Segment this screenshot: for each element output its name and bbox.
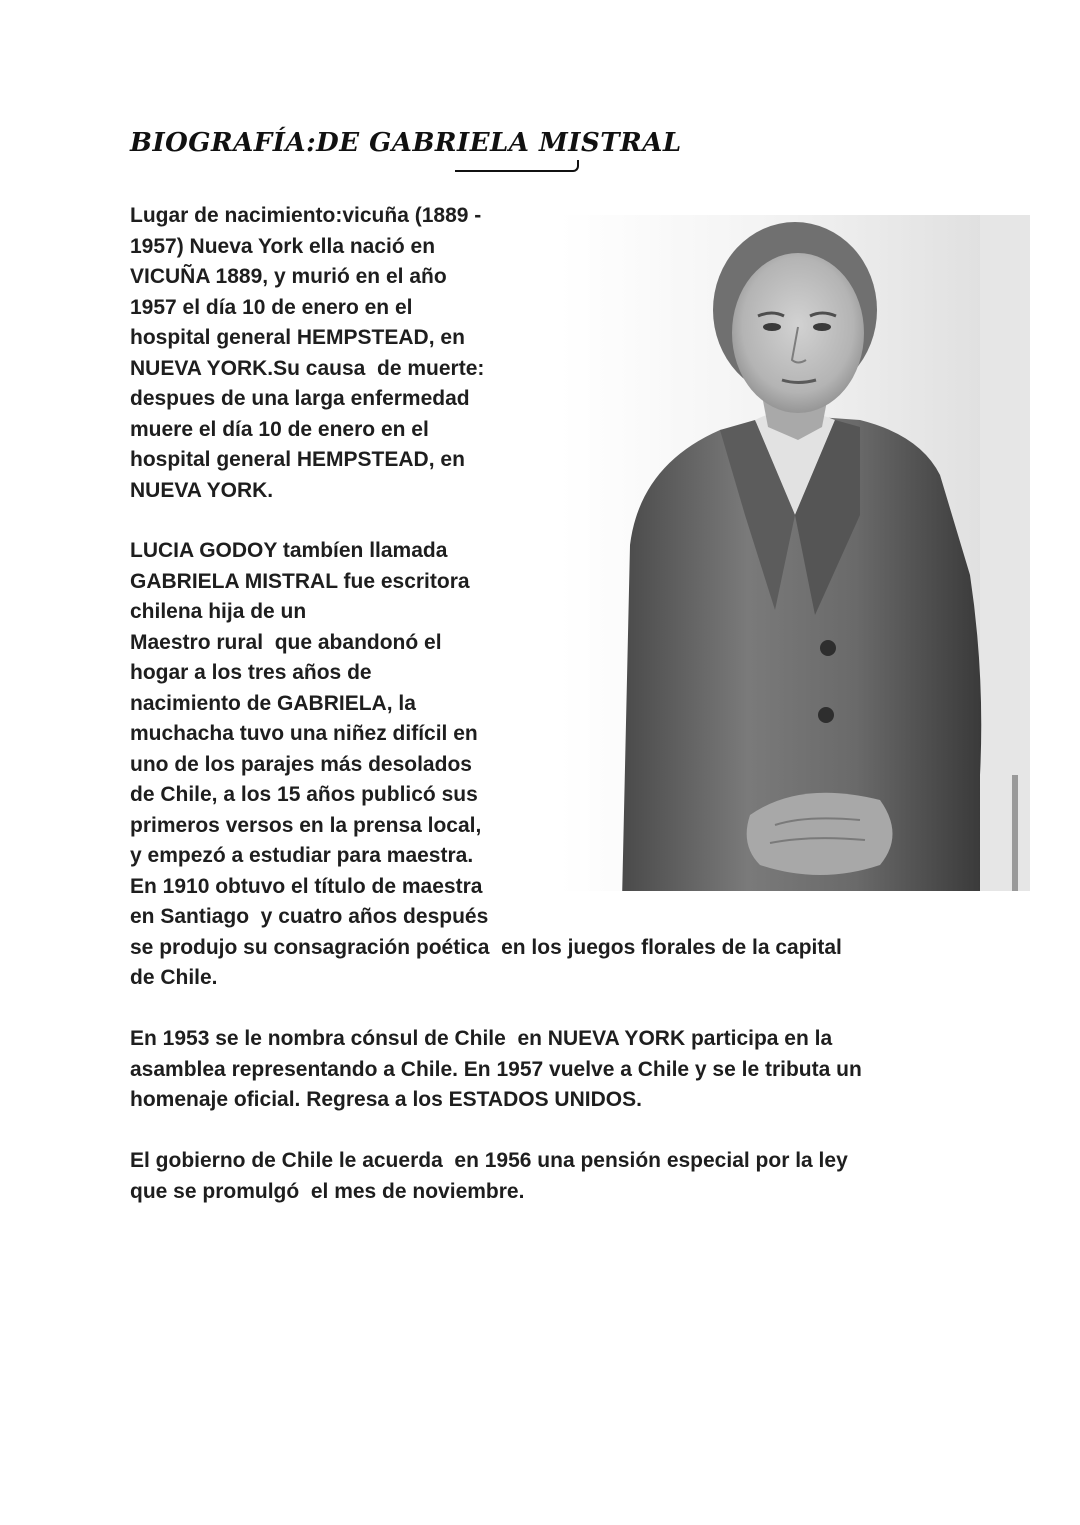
text-line: En 1910 obtuvo el título de maestra	[130, 874, 483, 898]
text-line: y empezó a estudiar para maestra.	[130, 844, 474, 867]
text-line: 1957) Nueva York ella nació en	[130, 234, 436, 258]
text-line: hogar a los tres años de	[130, 661, 372, 684]
text-line: homenaje oficial. Regresa a los ESTADOS UNIDOS.	[130, 1088, 642, 1111]
title-flourish	[455, 160, 579, 172]
text-line: de Chile.	[130, 966, 218, 989]
portrait-photo-icon	[560, 215, 1030, 901]
text-line: muchacha tuvo una niñez difícil en	[130, 722, 478, 745]
text-line: NUEVA YORK.Su causa de muerte:	[130, 356, 485, 380]
text-line: nacimiento de GABRIELA, la	[130, 691, 416, 715]
left-eye	[763, 323, 781, 331]
door-edge	[1012, 775, 1018, 901]
page-title: BIOGRAFÍA:DE GABRIELA MISTRAL	[130, 128, 682, 158]
face	[732, 253, 864, 413]
text-line: se produjo su consagración poética en los juegos florales de la capital	[130, 935, 842, 959]
text-line: En 1953 se le nombra cónsul de Chile en NUEVA YORK participa en la	[130, 1027, 833, 1050]
jacket-button	[818, 707, 834, 723]
text-line: hospital general HEMPSTEAD, en	[130, 448, 465, 471]
text-line: El gobierno de Chile le acuerda en 1956 una pensión especial por la ley	[130, 1149, 848, 1172]
paragraph-birth-death	[130, 201, 484, 506]
text-line: chilena hija de un	[130, 600, 307, 623]
paragraph-consul	[130, 1024, 862, 1116]
text-line: asamblea representando a Chile. En 1957 vuelve a Chile y se le tributa un	[130, 1057, 862, 1081]
door-frame	[980, 215, 1030, 901]
text-line: primeros versos en la prensa local,	[130, 813, 482, 837]
text-line: de Chile, a los 15 años publicó sus	[130, 783, 478, 806]
text-line: en Santiago y cuatro años después	[130, 905, 489, 928]
text-line: LUCIA GODOY tambíen llamada	[130, 539, 448, 562]
portrait-photo	[560, 215, 1030, 901]
right-eye	[813, 323, 831, 331]
hands	[747, 793, 893, 875]
paragraph-pension	[130, 1146, 848, 1207]
text-line: GABRIELA MISTRAL fue escritora	[130, 569, 470, 593]
jacket-button	[820, 640, 836, 656]
text-line: NUEVA YORK.	[130, 478, 274, 502]
text-line: muere el día 10 de enero en el	[130, 417, 429, 441]
text-line: 1957 el día 10 de enero en el	[130, 295, 413, 319]
text-line: Maestro rural que abandonó el	[130, 630, 442, 654]
text-line: despues de una larga enfermedad	[130, 387, 470, 410]
text-line: VICUÑA 1889, y murió en el año	[130, 265, 447, 288]
text-line: que se promulgó el mes de noviembre.	[130, 1179, 525, 1203]
photo-bottom-shade	[560, 891, 1030, 901]
text-line: hospital general HEMPSTEAD, en	[130, 326, 465, 349]
text-line: Lugar de nacimiento:vicuña (1889 -	[130, 204, 482, 227]
text-line: uno de los parajes más desolados	[130, 752, 472, 776]
